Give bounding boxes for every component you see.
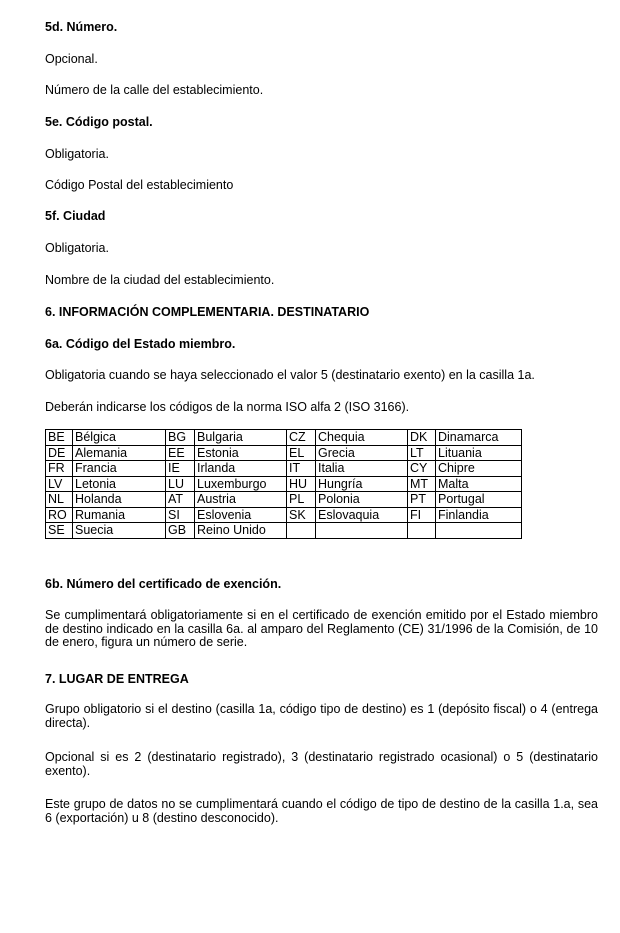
section-5e-description: Código Postal del establecimiento <box>45 178 234 192</box>
country-code-cell: NL <box>46 492 73 508</box>
country-name-cell: Austria <box>195 492 287 508</box>
section-7-heading: 7. LUGAR DE ENTREGA <box>45 672 189 686</box>
country-code-cell: RO <box>46 507 73 523</box>
country-name-cell: Bulgaria <box>195 430 287 446</box>
country-code-cell: AT <box>166 492 195 508</box>
country-code-cell: CY <box>408 461 436 477</box>
section-5f-heading: 5f. Ciudad <box>45 209 106 223</box>
country-name-cell <box>316 523 408 539</box>
table-row <box>46 445 522 461</box>
country-name-cell: Chequia <box>316 430 408 446</box>
country-name-cell: Bélgica <box>73 430 166 446</box>
country-name-cell: Grecia <box>316 445 408 461</box>
country-name-cell: Finlandia <box>436 507 522 523</box>
table-row <box>46 492 522 508</box>
country-name-cell: Suecia <box>73 523 166 539</box>
country-name-cell: Italia <box>316 461 408 477</box>
country-code-cell: HU <box>287 476 316 492</box>
section-6-heading: 6. INFORMACIÓN COMPLEMENTARIA. DESTINATARIO <box>45 305 370 319</box>
table-row <box>46 476 522 492</box>
country-name-cell: Reino Unido <box>195 523 287 539</box>
country-code-cell: IE <box>166 461 195 477</box>
iso-table-body <box>46 430 522 539</box>
table-row <box>46 461 522 477</box>
country-name-cell: Lituania <box>436 445 522 461</box>
country-name-cell: Luxemburgo <box>195 476 287 492</box>
section-5f-status: Obligatoria. <box>45 241 109 255</box>
country-code-cell: EL <box>287 445 316 461</box>
country-name-cell: Alemania <box>73 445 166 461</box>
country-name-cell: Eslovaquia <box>316 507 408 523</box>
section-7-paragraph-2: Opcional si es 2 (destinatario registrado), 3 (destinatario registrado ocasional) o 5 (destinatario exento). <box>45 750 598 778</box>
country-code-cell: LU <box>166 476 195 492</box>
country-code-cell: DK <box>408 430 436 446</box>
country-code-cell <box>408 523 436 539</box>
country-code-cell: MT <box>408 476 436 492</box>
country-name-cell: Chipre <box>436 461 522 477</box>
section-5d-status: Opcional. <box>45 52 98 66</box>
country-code-cell: BG <box>166 430 195 446</box>
section-6a-paragraph-2: Deberán indicarse los códigos de la norma ISO alfa 2 (ISO 3166). <box>45 400 410 414</box>
country-code-cell: EE <box>166 445 195 461</box>
country-name-cell: Estonia <box>195 445 287 461</box>
country-name-cell: Eslovenia <box>195 507 287 523</box>
section-5e-status: Obligatoria. <box>45 147 109 161</box>
table-row <box>46 507 522 523</box>
country-code-cell: SK <box>287 507 316 523</box>
country-name-cell: Dinamarca <box>436 430 522 446</box>
section-7-paragraph-3: Este grupo de datos no se cumplimentará cuando el código de tipo de destino de la casilla 1.a, sea 6 (exportación) u 8 (destino desconocido). <box>45 797 598 825</box>
section-6a-paragraph-1: Obligatoria cuando se haya seleccionado el valor 5 (destinatario exento) en la casilla 1a. <box>45 368 535 382</box>
section-6a-heading: 6a. Código del Estado miembro. <box>45 337 236 351</box>
country-name-cell: Portugal <box>436 492 522 508</box>
country-code-cell: DE <box>46 445 73 461</box>
country-name-cell: Polonia <box>316 492 408 508</box>
country-code-cell: LV <box>46 476 73 492</box>
country-name-cell: Rumania <box>73 507 166 523</box>
country-code-cell: SI <box>166 507 195 523</box>
country-code-cell: CZ <box>287 430 316 446</box>
iso-country-codes-table <box>45 429 522 539</box>
country-code-cell <box>287 523 316 539</box>
country-name-cell: Letonia <box>73 476 166 492</box>
country-code-cell: IT <box>287 461 316 477</box>
country-code-cell: BE <box>46 430 73 446</box>
section-5e-heading: 5e. Código postal. <box>45 115 153 129</box>
section-5f-description: Nombre de la ciudad del establecimiento. <box>45 273 275 287</box>
section-5d-heading: 5d. Número. <box>45 20 118 34</box>
country-code-cell: SE <box>46 523 73 539</box>
country-code-cell: FR <box>46 461 73 477</box>
country-name-cell: Francia <box>73 461 166 477</box>
country-name-cell: Holanda <box>73 492 166 508</box>
country-code-cell: LT <box>408 445 436 461</box>
section-5d-description: Número de la calle del establecimiento. <box>45 83 264 97</box>
country-code-cell: FI <box>408 507 436 523</box>
table-row <box>46 430 522 446</box>
section-6b-paragraph-1: Se cumplimentará obligatoriamente si en el certificado de exención emitido por el Estado miembro de destino indicado en la casilla 6a. al amparo del Reglamento (CE) 31/1996 de la Comisión, de 10 de enero, figura un número de serie. <box>45 608 598 650</box>
table-row <box>46 523 522 539</box>
section-7-paragraph-1: Grupo obligatorio si el destino (casilla 1a, código tipo de destino) es 1 (depósito fiscal) o 4 (entrega directa). <box>45 702 598 730</box>
country-name-cell: Irlanda <box>195 461 287 477</box>
country-code-cell: GB <box>166 523 195 539</box>
country-name-cell: Malta <box>436 476 522 492</box>
country-code-cell: PT <box>408 492 436 508</box>
country-name-cell <box>436 523 522 539</box>
country-name-cell: Hungría <box>316 476 408 492</box>
country-code-cell: PL <box>287 492 316 508</box>
section-6b-heading: 6b. Número del certificado de exención. <box>45 577 282 591</box>
